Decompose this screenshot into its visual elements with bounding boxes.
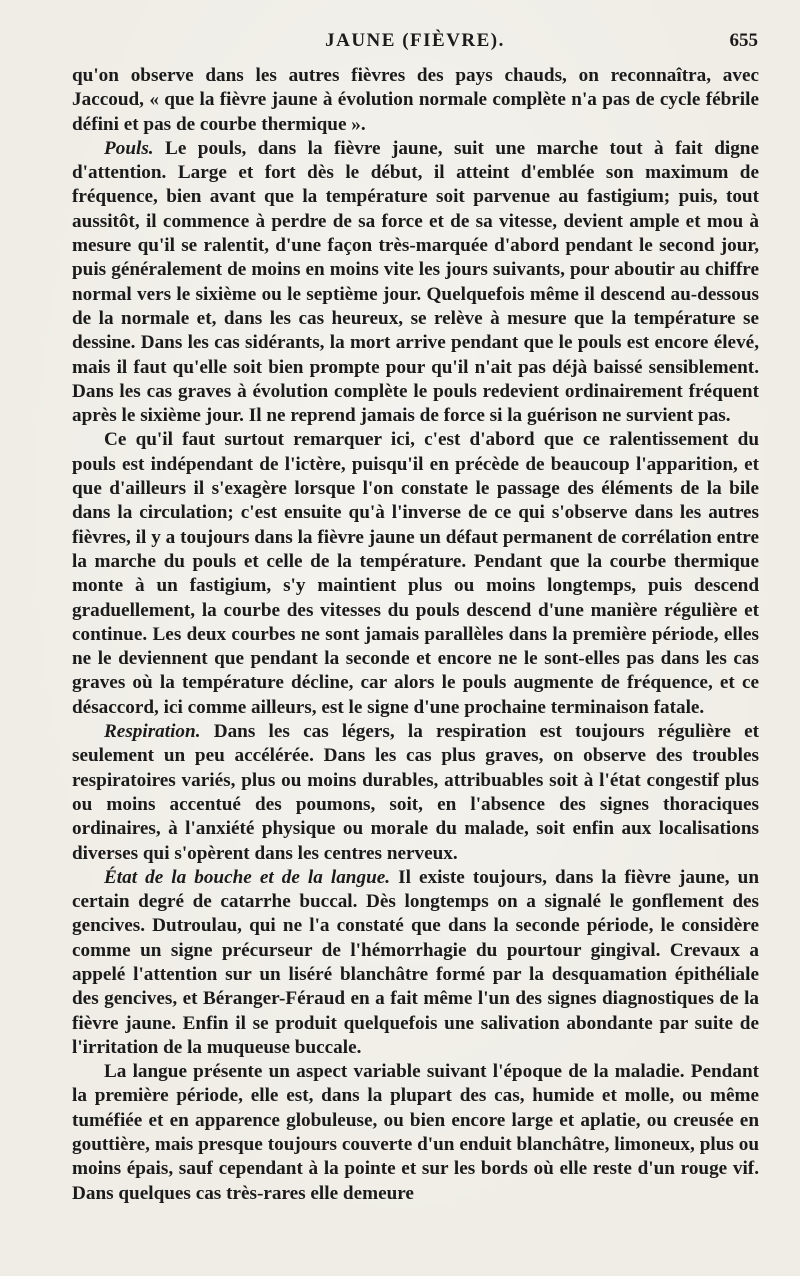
- paragraph-ralentissement: [72, 428, 759, 720]
- paragraph-text: La langue présente un aspect variable suivant l'époque de la maladie. Pendant la première période, elle est, dans la plupart des cas, humide et molle, ou même tuméfiée et en apparence globuleuse, ou bien encore large et aplatie, ou creusée en gouttière, mais presque toujours couverte d'un enduit blanchâtre, limoneux, plus ou moins épais, sauf cependant à la pointe et sur les bords où elle reste d'un rouge vif. Dans quelques cas très-rares elle demeure: [72, 1061, 759, 1204]
- paragraph-bouche-langue: [72, 866, 759, 1060]
- paragraph-text: qu'on observe dans les autres fièvres des pays chauds, on reconnaîtra, avec Jaccoud, « que la fièvre jaune à évolution normale complète n'a pas de cycle fébrile défini et pas de courbe thermique ».: [72, 65, 759, 135]
- paragraph-text: Il existe toujours, dans la fièvre jaune, un certain degré de catarrhe buccal. Dès longtemps on a signalé le gonflement des gencives. Dutroulau, qui ne l'a constaté que dans la seconde période, le considère comme un signe précurseur de l'hémorrhagie du pourtour gingival. Crevaux a appelé l'attention sur un liséré blanchâtre formé par la desquamation épithéliale des gencives, et Béranger-Féraud en a fait même l'un des signes diagnostiques de la fièvre jaune. Enfin il se produit quelquefois une salivation abondante par suite de l'irritation de la muqueuse buccale.: [72, 866, 759, 1058]
- paragraph-text: Le pouls, dans la fièvre jaune, suit une marche tout à fait digne d'attention. Large et fort dès le début, il atteint d'emblée son maximum de fréquence, bien avant que la température soit parvenue au fastigium; puis, tout aussitôt, il commence à perdre de sa force et de sa vitesse, devient ample et mou à mesure qu'il se ralentit, d'une façon très-marquée d'abord pendant le second jour, puis généralement de moins en moins vite les jours suivants, pour aboutir au chiffre normal vers le sixième ou le septième jour. Quelquefois même il descend au-dessous de la normale et, dans les cas heureux, se relève à mesure que la température se dessine. Dans les cas sidérants, la mort arrive pendant que le pouls est encore élevé, mais il faut qu'elle soit bien prompte pour qu'il n'ait pas déjà baissé sensiblement. Dans les cas graves à évolution complète le pouls redevient ordinairement fréquent après le sixième jour. Il ne reprend jamais de force si la guérison ne survient pas.: [72, 137, 759, 427]
- paragraph-text: Dans les cas légers, la respiration est toujours régulière et seulement un peu accélérée. Dans les cas plus graves, on observe des troubles respiratoires variés, plus ou moins durables, attribuables soit à l'état congestif plus ou moins accentué des poumons, soit, en l'absence des signes thoraciques ordinaires, à l'anxiété physique ou morale du malade, soit enfin aux localisations diverses qui s'opèrent dans les centres nerveux.: [72, 721, 759, 864]
- paragraph-text: Ce qu'il faut surtout remarquer ici, c'est d'abord que ce ralentissement du pouls est indépendant de l'ictère, puisqu'il en précède de beaucoup l'apparition, et que d'ailleurs il s'exagère lorsque l'on constate le passage des éléments de la bile dans la circulation; c'est ensuite qu'à l'inverse de ce qui s'observe dans les autres fièvres, il y a toujours dans la fièvre jaune un défaut permanent de corrélation entre la marche du pouls et celle de la température. Pendant que la courbe thermique monte à un fastigium, s'y maintient plus ou moins longtemps, puis descend graduellement, la courbe des vitesses du pouls descend d'une manière régulière et continue. Les deux courbes ne sont jamais parallèles dans la première période, elles ne le deviennent que pendant la seconde et encore ne le sont-elles pas dans les cas graves où la température décline, car alors le pouls augmente de fréquence, et ce désaccord, ici comme ailleurs, est le signe d'une prochaine terminaison fatale.: [72, 429, 759, 718]
- paragraph-respiration: [72, 720, 759, 866]
- body-text: [72, 64, 759, 1206]
- paragraph-langue: [72, 1060, 759, 1206]
- paragraph-pouls: [72, 137, 759, 429]
- section-heading-respiration: Respiration.: [104, 721, 201, 743]
- paragraph-continuation: [72, 64, 759, 137]
- page-header: [70, 30, 760, 56]
- section-heading-bouche-langue: État de la bouche et de la langue.: [104, 866, 391, 888]
- section-heading-pouls: Pouls.: [104, 137, 154, 159]
- page-number: 655: [729, 30, 758, 51]
- running-head: JAUNE (FIÈVRE).: [325, 30, 505, 51]
